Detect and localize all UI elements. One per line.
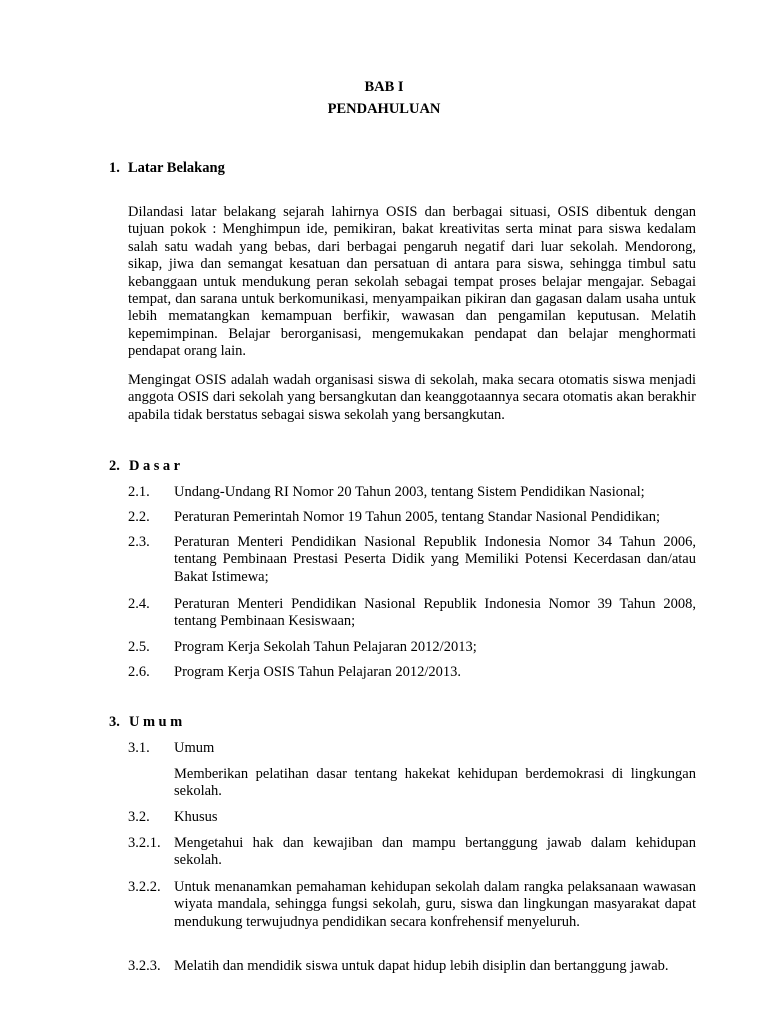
list-item-number: 3.2. — [128, 809, 150, 825]
section-3-number: 3. — [109, 714, 120, 730]
section-1-paragraph-2: Mengingat OSIS adalah wadah organisasi siswa di sekolah, maka secara otomatis siswa menjadi anggota OSIS dari sekolah yang bersangkutan dan keanggotaannya secara otomatis akan berakhir apabila tidak berstatus sebagai siswa sekolah yang bersangkutan. — [128, 372, 696, 423]
list-item-text: Peraturan Menteri Pendidikan Nasional Republik Indonesia Nomor 34 Tahun 2006, tentang Pembinaan Prestasi Peserta Didik yang Memiliki Potensi Kecerdasan dan/atau Bakat Istimewa; — [174, 534, 696, 585]
list-item-number: 3.1. — [128, 740, 150, 756]
list-item-text: Memberikan pelatihan dasar tentang hakekat kehidupan berdemokrasi di lingkungan sekolah. — [174, 766, 696, 800]
list-item-number: 2.4. — [128, 596, 150, 612]
list-item-text: Peraturan Pemerintah Nomor 19 Tahun 2005, tentang Standar Nasional Pendidikan; — [174, 509, 660, 525]
list-item-number: 2.3. — [128, 534, 150, 550]
chapter-title: PENDAHULUAN — [327, 101, 441, 117]
list-item-number: 2.6. — [128, 664, 150, 680]
section-1-paragraph-1: Dilandasi latar belakang sejarah lahirnya OSIS dan berbagai situasi, OSIS dibentuk dengan tujuan pokok : Menghimpun ide, pemikiran, bakat kreativitas serta minat para siswa kedalam salah satu wadah yang bebas, dari berbagai pengaruh negatif dari luar sekolah. Mendorong, sikap, jiwa dan semangat kesatuan dan persatuan di antara para siswa, sehingga timbul satu kebanggaan untuk mendukung peran sekolah sebagai tempat proses belajar mengajar. Sebagai tempat, dan sarana untuk berkomunikasi, menyampaikan pikiran dan gagasan dalam usaha untuk lebih mematangkan kemampuan berfikir, wawasan dan pengamilan keputusan. Melatih kepemimpinan. Belajar berorganisasi, mengemukakan pendapat dan belajar menghormati pendapat orang lain. — [128, 204, 696, 360]
list-item-text: Khusus — [174, 809, 218, 825]
list-item-text: Umum — [174, 740, 215, 756]
list-item-text: Peraturan Menteri Pendidikan Nasional Republik Indonesia Nomor 39 Tahun 2008, tentang Pembinaan Kesiswaan; — [174, 596, 696, 630]
list-item-text: Undang-Undang RI Nomor 20 Tahun 2003, tentang Sistem Pendidikan Nasional; — [174, 484, 645, 500]
section-2-number: 2. — [109, 458, 120, 474]
list-item-number: 2.2. — [128, 509, 150, 525]
chapter-title-block — [0, 76, 768, 120]
section-3-heading: Umum — [129, 714, 186, 730]
list-item-number: 3.2.3. — [128, 958, 161, 974]
section-1-number: 1. — [109, 160, 120, 176]
list-item-text: Untuk menanamkan pemahaman kehidupan sekolah dalam rangka pelaksanaan wawasan wiyata mandala, sehingga fungsi sekolah, guru, siswa dan lingkungan masyarakat dapat mendukung terwujudnya pendidikan secara konfrehensif menyeluruh. — [174, 879, 696, 930]
list-item-text: Program Kerja OSIS Tahun Pelajaran 2012/2013. — [174, 664, 462, 680]
list-item-number: 2.5. — [128, 639, 150, 655]
section-1-heading: Latar Belakang — [128, 160, 225, 176]
chapter-number: BAB I — [364, 79, 404, 95]
list-item-text: Program Kerja Sekolah Tahun Pelajaran 2012/2013; — [174, 639, 477, 655]
list-item-number: 3.2.2. — [128, 879, 161, 895]
section-2-heading: Dasar — [129, 458, 184, 474]
list-item-text: Melatih dan mendidik siswa untuk dapat hidup lebih disiplin dan bertanggung jawab. — [174, 958, 669, 974]
list-item-number: 2.1. — [128, 484, 150, 500]
list-item-text: Mengetahui hak dan kewajiban dan mampu bertanggung jawab dalam kehidupan sekolah. — [174, 835, 696, 869]
list-item-number: 3.2.1. — [128, 835, 161, 851]
